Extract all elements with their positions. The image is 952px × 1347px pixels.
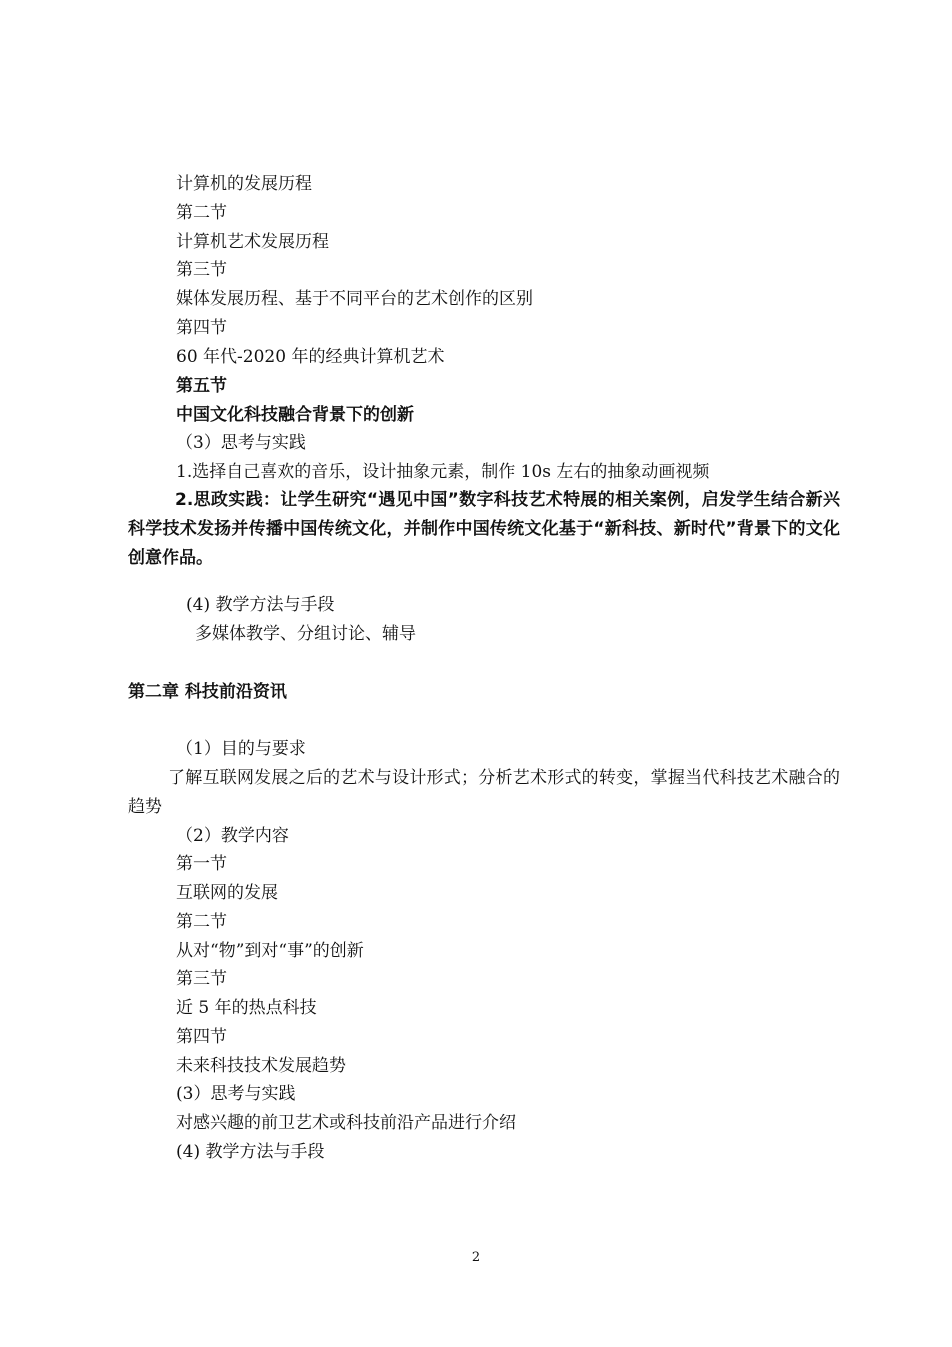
chapter2-practice-content: 对感兴趣的前卫艺术或科技前沿产品进行介绍 [176, 1113, 516, 1133]
chapter2-line-lesson-3: 第三节 [176, 969, 227, 989]
practice-item-1: 1.选择自己喜欢的音乐，设计抽象元素，制作 10s 左右的抽象动画视频 [176, 462, 710, 482]
chapter-title: 第二章 科技前沿资讯 [128, 682, 287, 702]
chapter2-heading-content: （2）教学内容 [176, 826, 289, 846]
section-line-computer-art-history: 计算机艺术发展历程 [176, 232, 329, 252]
section-line-lesson-2: 第二节 [176, 203, 227, 223]
chapter2-goals-paragraph: 了解互联网发展之后的艺术与设计形式；分析艺术形式的转变，掌握当代科技艺术融合的趋势 [128, 768, 840, 817]
chapter2-line-lesson-1: 第一节 [176, 854, 227, 874]
chapter2-line-lesson-2: 第二节 [176, 912, 227, 932]
chapter2-line-lesson-4: 第四节 [176, 1027, 227, 1047]
section-line-lesson-4: 第四节 [176, 318, 227, 338]
section-line-history-of-computers: 计算机的发展历程 [176, 174, 312, 194]
chapter2-line-innovation: 从对“物”到对“事”的创新 [176, 941, 364, 961]
section-line-lesson-5: 第五节 [176, 376, 227, 396]
section-heading-teaching-method: (4) 教学方法与手段 [186, 595, 335, 615]
teaching-method-content: 多媒体教学、分组讨论、辅导 [195, 624, 416, 644]
section-line-lesson-3: 第三节 [176, 260, 227, 280]
chapter2-line-hot-tech: 近 5 年的热点科技 [176, 998, 317, 1018]
section-heading-thinking-practice: （3）思考与实践 [176, 433, 306, 453]
chapter2-heading-goals: （1）目的与要求 [176, 739, 306, 759]
chapter2-line-internet: 互联网的发展 [176, 883, 278, 903]
section-line-classic-computer-art: 60 年代-2020 年的经典计算机艺术 [176, 347, 445, 367]
section-line-innovation: 中国文化科技融合背景下的创新 [176, 405, 414, 425]
chapter2-line-future-tech: 未来科技技术发展趋势 [176, 1056, 346, 1076]
chapter2-heading-teaching-method: (4) 教学方法与手段 [176, 1142, 325, 1162]
chapter2-heading-thinking-practice: (3）思考与实践 [176, 1084, 296, 1104]
section-line-media-history: 媒体发展历程、基于不同平台的艺术创作的区别 [176, 289, 533, 309]
practice-item-2-ideology: 2.思政实践：让学生研究“遇见中国”数字科技艺术特展的相关案例，启发学生结合新兴科学技术发扬并传播中国传统文化，并制作中国传统文化基于“新科技、新时代”背景下的文化创意作品。 [128, 490, 840, 568]
page-number: 2 [471, 1250, 481, 1265]
